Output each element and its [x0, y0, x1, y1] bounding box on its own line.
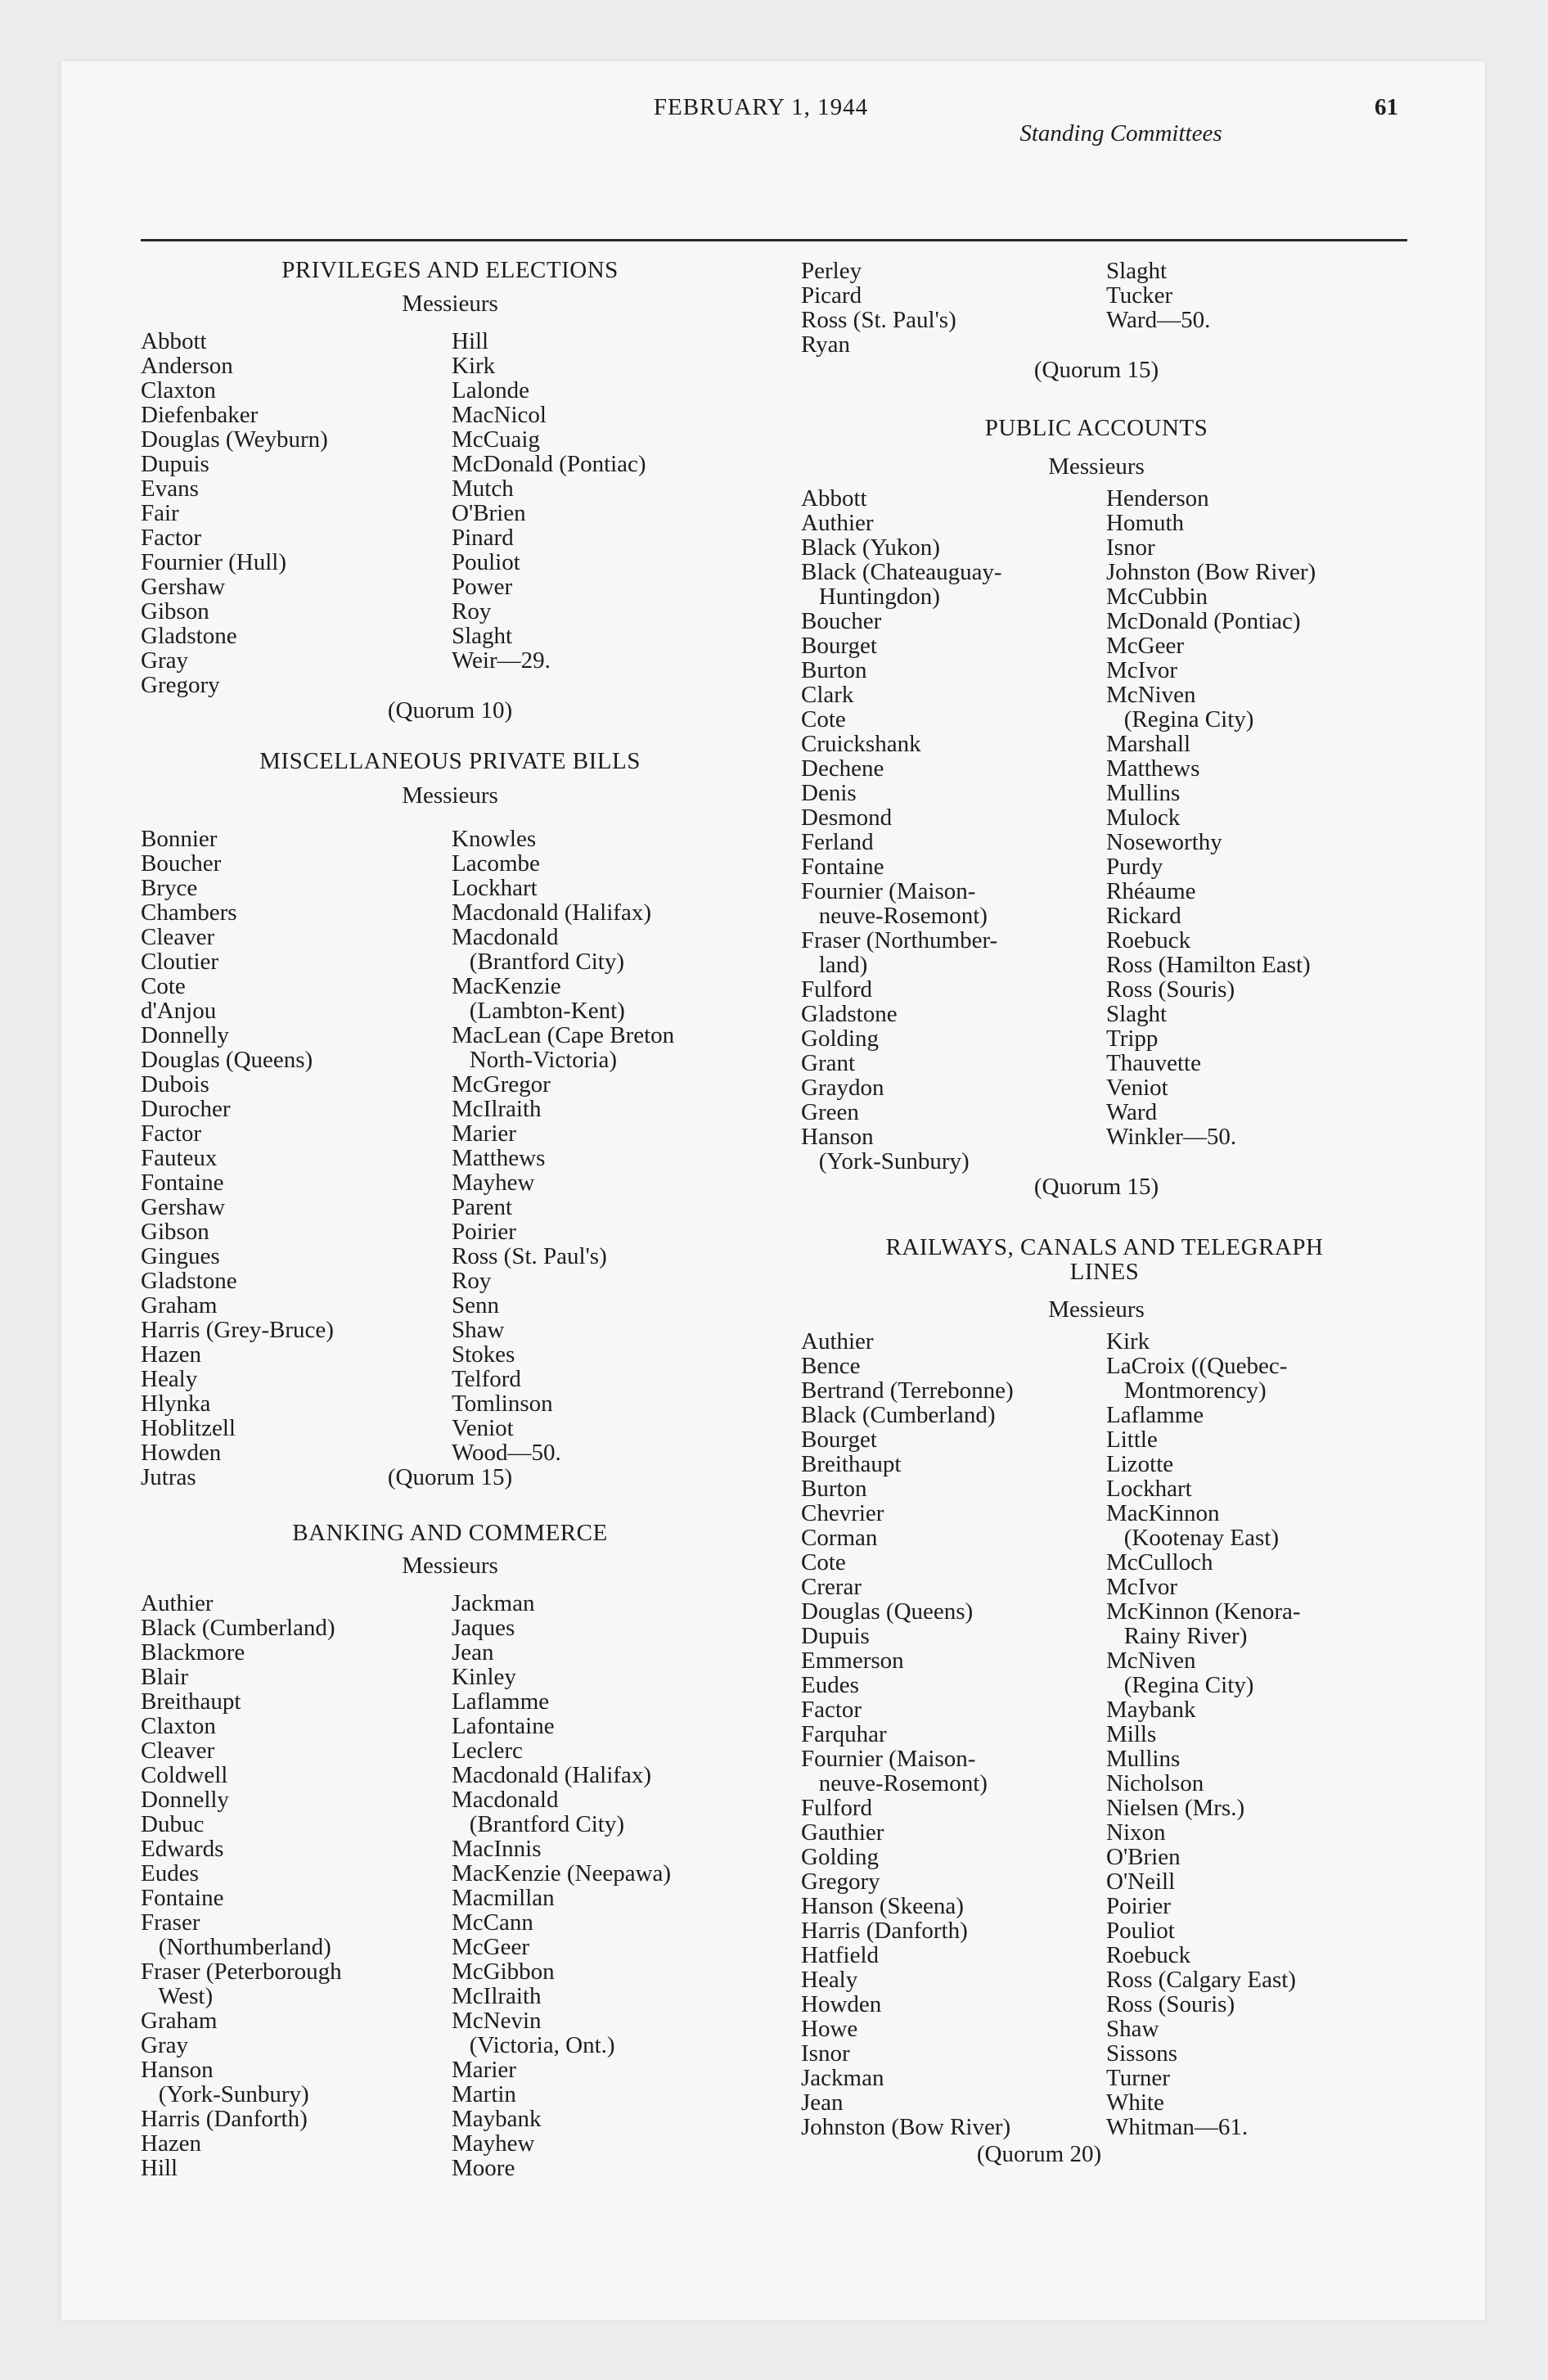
- member-name: Tripp: [1106, 1025, 1159, 1052]
- member-name: Evans: [141, 476, 199, 502]
- member-name: Macdonald: [452, 924, 559, 950]
- member-name: Howden: [801, 1991, 882, 2017]
- member-name: Ross (St. Paul's): [801, 307, 956, 333]
- member-name: (York-Sunbury): [801, 1148, 970, 1174]
- member-name: Fauteux: [141, 1145, 218, 1171]
- member-name: Clark: [801, 682, 854, 708]
- member-name: Fontaine: [141, 1885, 224, 1911]
- member-name: neuve-Rosemont): [801, 1770, 988, 1796]
- member-name: Knowles: [452, 826, 537, 852]
- member-name: Fontaine: [801, 854, 884, 880]
- member-name: Little: [1106, 1427, 1158, 1453]
- member-name: Fraser (Northumber-: [801, 927, 998, 953]
- member-name: Parent: [452, 1194, 513, 1220]
- member-name: Hoblitzell: [141, 1415, 236, 1441]
- member-name: Harris (Danforth): [801, 1918, 968, 1944]
- member-name: Slaght: [452, 623, 513, 649]
- member-name: Factor: [141, 525, 202, 551]
- member-name: Whitman—61.: [1106, 2114, 1249, 2140]
- member-name: Mullins: [1106, 1746, 1181, 1772]
- member-list: [801, 486, 1002, 1174]
- member-name: Matthews: [452, 1145, 546, 1171]
- member-name: Gray: [141, 647, 188, 674]
- member-name: Mulock: [1106, 805, 1181, 831]
- committee-title-banking: BANKING AND COMMERCE: [292, 1520, 608, 1546]
- member-name: Cloutier: [141, 949, 219, 975]
- member-name: Howe: [801, 2016, 858, 2042]
- member-name: Macdonald (Halifax): [452, 899, 651, 926]
- member-name: Marier: [452, 1120, 516, 1147]
- member-name: Kirk: [1106, 1328, 1150, 1355]
- member-name: McDonald (Pontiac): [452, 451, 646, 477]
- member-name: Healy: [801, 1967, 858, 1993]
- member-name: MacInnis: [452, 1836, 542, 1862]
- member-name: McNiven: [1106, 682, 1196, 708]
- member-name: Fournier (Hull): [141, 549, 286, 575]
- member-name: Veniot: [452, 1415, 514, 1441]
- member-name: Black (Chateauguay-: [801, 559, 1002, 585]
- member-name: Dubois: [141, 1071, 209, 1098]
- member-name: Fraser: [141, 1909, 200, 1936]
- member-name: Ross (Calgary East): [1106, 1967, 1296, 1993]
- member-name: McCulloch: [1106, 1549, 1213, 1575]
- member-name: Abbott: [141, 328, 207, 354]
- quorum-note: (Quorum 15): [1033, 1174, 1159, 1200]
- member-list: [1106, 259, 1210, 332]
- member-name: Matthews: [1106, 755, 1200, 782]
- member-list: [1106, 486, 1316, 1149]
- member-name: McCuaig: [452, 426, 540, 453]
- member-name: (Brantford City): [452, 949, 625, 975]
- member-name: Farquhar: [801, 1721, 887, 1747]
- member-name: Hill: [141, 2155, 178, 2181]
- member-name: O'Neill: [1106, 1868, 1176, 1895]
- member-name: Bourget: [801, 633, 877, 659]
- member-name: Macdonald (Halifax): [452, 1762, 651, 1788]
- member-name: Jean: [452, 1639, 494, 1666]
- member-name: Authier: [141, 1590, 214, 1616]
- member-name: d'Anjou: [141, 998, 217, 1024]
- member-name: Nixon: [1106, 1819, 1166, 1846]
- member-name: Claxton: [141, 377, 216, 403]
- member-name: Turner: [1106, 2065, 1170, 2091]
- member-name: Lockhart: [452, 875, 538, 901]
- member-name: Pouliot: [452, 549, 520, 575]
- member-name: Nielsen (Mrs.): [1106, 1795, 1245, 1821]
- member-list: [801, 259, 956, 357]
- quorum-note: (Quorum 10): [387, 697, 513, 723]
- member-name: Authier: [801, 510, 874, 536]
- member-name: Mullins: [1106, 780, 1181, 806]
- member-name: Blair: [141, 1664, 188, 1690]
- member-name: Marshall: [1106, 731, 1191, 757]
- member-list: [452, 329, 646, 673]
- member-name: Telford: [452, 1366, 521, 1392]
- member-name: Leclerc: [452, 1738, 523, 1764]
- member-name: Moore: [452, 2155, 515, 2181]
- messieurs-label: Messieurs: [402, 782, 498, 809]
- member-name: McNevin: [452, 2008, 542, 2034]
- member-name: MacKinnon: [1106, 1500, 1220, 1526]
- member-name: Ross (Hamilton East): [1106, 952, 1311, 978]
- member-name: (Lambton-Kent): [452, 998, 625, 1024]
- member-name: Rickard: [1106, 903, 1181, 929]
- member-name: Gladstone: [801, 1001, 898, 1027]
- member-name: Ferland: [801, 829, 874, 855]
- member-name: Weir—29.: [452, 647, 551, 674]
- member-name: Chevrier: [801, 1500, 884, 1526]
- committee-title-public-accounts: PUBLIC ACCOUNTS: [984, 415, 1208, 441]
- member-name: Bryce: [141, 875, 198, 901]
- member-name: Lacombe: [452, 850, 540, 877]
- member-name: Golding: [801, 1025, 880, 1052]
- member-name: Coldwell: [141, 1762, 228, 1788]
- member-name: Abbott: [801, 485, 867, 512]
- quorum-note: (Quorum 15): [387, 1464, 513, 1490]
- member-name: MacLean (Cape Breton: [452, 1022, 675, 1048]
- member-name: Ross (St. Paul's): [452, 1243, 607, 1269]
- member-name: McIlraith: [452, 1983, 542, 2009]
- member-name: Ross (Souris): [1106, 976, 1235, 1003]
- member-name: Lalonde: [452, 377, 530, 403]
- member-name: Macdonald: [452, 1787, 559, 1813]
- member-name: Johnston (Bow River): [801, 2114, 1011, 2140]
- member-name: West): [141, 1983, 214, 2009]
- member-name: Laflamme: [1106, 1402, 1204, 1428]
- page-number: 61: [1375, 94, 1398, 120]
- member-name: MacKenzie: [452, 973, 561, 999]
- member-name: Green: [801, 1099, 859, 1125]
- member-name: Factor: [801, 1697, 862, 1723]
- member-name: (York-Sunbury): [141, 2081, 309, 2107]
- member-name: Hlynka: [141, 1391, 211, 1417]
- member-name: Healy: [141, 1366, 198, 1392]
- member-name: Gershaw: [141, 1194, 226, 1220]
- member-name: Gladstone: [141, 1268, 237, 1294]
- member-name: Emmerson: [801, 1648, 904, 1674]
- member-name: Authier: [801, 1328, 874, 1355]
- member-name: (Regina City): [1106, 1672, 1254, 1698]
- member-name: Mutch: [452, 476, 514, 502]
- member-name: Dupuis: [141, 451, 209, 477]
- member-name: Donnelly: [141, 1022, 229, 1048]
- member-name: Isnor: [1106, 534, 1155, 561]
- member-name: Macmillan: [452, 1885, 555, 1911]
- member-name: McIlraith: [452, 1096, 542, 1122]
- member-name: Roy: [452, 1268, 492, 1294]
- member-name: Mills: [1106, 1721, 1157, 1747]
- member-name: Fair: [141, 500, 179, 526]
- member-name: Dechene: [801, 755, 884, 782]
- member-name: Golding: [801, 1844, 880, 1870]
- member-name: Factor: [141, 1120, 202, 1147]
- member-name: Burton: [801, 657, 867, 683]
- member-name: Eudes: [801, 1672, 859, 1698]
- member-name: Hill: [452, 328, 489, 354]
- member-name: Shaw: [1106, 2016, 1159, 2042]
- member-name: Black (Cumberland): [141, 1615, 335, 1641]
- member-name: Senn: [452, 1292, 499, 1318]
- member-name: Huntingdon): [801, 584, 940, 610]
- member-name: Gingues: [141, 1243, 220, 1269]
- member-list: [1106, 1329, 1301, 2139]
- member-name: Blackmore: [141, 1639, 245, 1666]
- member-name: Dupuis: [801, 1623, 870, 1649]
- member-name: Lafontaine: [452, 1713, 555, 1739]
- member-list: [452, 1591, 671, 2180]
- member-name: MacNicol: [452, 402, 547, 428]
- member-name: Montmorency): [1106, 1377, 1267, 1404]
- member-name: McGeer: [452, 1934, 530, 1960]
- member-list: [141, 1591, 342, 2180]
- member-name: Henderson: [1106, 485, 1209, 512]
- member-list: [452, 827, 674, 1465]
- messieurs-label: Messieurs: [1048, 1296, 1145, 1323]
- member-name: Cruickshank: [801, 731, 921, 757]
- member-list: [141, 827, 334, 1490]
- member-name: Perley: [801, 258, 862, 284]
- member-name: Sissons: [1106, 2040, 1178, 2067]
- member-name: McDonald (Pontiac): [1106, 608, 1301, 634]
- member-name: Lizotte: [1106, 1451, 1174, 1477]
- member-name: Jean: [801, 2089, 844, 2116]
- member-name: Gauthier: [801, 1819, 884, 1846]
- member-name: Slaght: [1106, 1001, 1168, 1027]
- member-name: Fulford: [801, 976, 872, 1003]
- member-name: Cleaver: [141, 1738, 215, 1764]
- member-name: Maybank: [1106, 1697, 1196, 1723]
- member-name: Hazen: [141, 1341, 202, 1368]
- member-name: Slaght: [1106, 258, 1168, 284]
- member-name: Bertrand (Terrebonne): [801, 1377, 1014, 1404]
- member-name: Gibson: [141, 1219, 209, 1245]
- member-name: Edwards: [141, 1836, 224, 1862]
- messieurs-label: Messieurs: [1048, 453, 1145, 480]
- member-name: Kirk: [452, 353, 496, 379]
- member-name: Harris (Danforth): [141, 2106, 308, 2132]
- member-name: LaCroix ((Quebec-: [1106, 1353, 1288, 1379]
- committee-title-railways: RAILWAYS, CANALS AND TELEGRAPH: [885, 1234, 1324, 1260]
- member-name: Purdy: [1106, 854, 1163, 880]
- committee-title-railways-line2: LINES: [1069, 1259, 1140, 1285]
- member-name: Breithaupt: [801, 1451, 902, 1477]
- member-name: Power: [452, 574, 513, 600]
- member-name: O'Brien: [452, 500, 526, 526]
- member-name: Fournier (Maison-: [801, 878, 976, 904]
- member-name: Homuth: [1106, 510, 1185, 536]
- member-name: McNiven: [1106, 1648, 1196, 1674]
- member-name: Tomlinson: [452, 1391, 553, 1417]
- member-name: Gray: [141, 2032, 188, 2058]
- member-name: Hanson (Skeena): [801, 1893, 964, 1919]
- member-name: Cote: [801, 706, 846, 732]
- member-name: Grant: [801, 1050, 856, 1076]
- member-name: Ward—50.: [1106, 307, 1211, 333]
- member-name: Fournier (Maison-: [801, 1746, 976, 1772]
- member-name: Cleaver: [141, 924, 215, 950]
- member-name: Graydon: [801, 1075, 884, 1101]
- member-name: Graham: [141, 2008, 218, 2034]
- member-name: Bence: [801, 1353, 861, 1379]
- member-name: Rhéaume: [1106, 878, 1196, 904]
- member-name: Diefenbaker: [141, 402, 259, 428]
- member-name: Lockhart: [1106, 1476, 1192, 1502]
- member-name: Kinley: [452, 1664, 516, 1690]
- member-name: (Northumberland): [141, 1934, 331, 1960]
- quorum-note: (Quorum 20): [976, 2141, 1102, 2167]
- member-name: Fontaine: [141, 1170, 224, 1196]
- committee-title-misc-bills: MISCELLANEOUS PRIVATE BILLS: [259, 748, 641, 774]
- member-name: MacKenzie (Neepawa): [452, 1860, 672, 1886]
- member-name: Ross (Souris): [1106, 1991, 1235, 2017]
- member-name: McGibbon: [452, 1959, 555, 1985]
- member-name: (Victoria, Ont.): [452, 2032, 615, 2058]
- member-name: (Regina City): [1106, 706, 1254, 732]
- member-name: Hanson: [801, 1124, 874, 1150]
- member-name: Bonnier: [141, 826, 218, 852]
- member-name: land): [801, 952, 868, 978]
- member-name: Boucher: [141, 850, 222, 877]
- member-name: Rainy River): [1106, 1623, 1248, 1649]
- member-name: Douglas (Queens): [801, 1598, 974, 1625]
- member-name: Fulford: [801, 1795, 872, 1821]
- member-name: Veniot: [1106, 1075, 1168, 1101]
- member-name: Stokes: [452, 1341, 515, 1368]
- member-name: North-Victoria): [452, 1047, 617, 1073]
- member-name: (Kootenay East): [1106, 1525, 1279, 1551]
- member-name: Noseworthy: [1106, 829, 1222, 855]
- member-name: Bourget: [801, 1427, 877, 1453]
- member-name: O'Brien: [1106, 1844, 1181, 1870]
- member-name: Jackman: [452, 1590, 535, 1616]
- member-name: Hatfield: [801, 1942, 880, 1968]
- member-name: Harris (Grey-Bruce): [141, 1317, 334, 1343]
- member-name: Donnelly: [141, 1787, 229, 1813]
- member-name: McIvor: [1106, 1574, 1177, 1600]
- member-name: Maybank: [452, 2106, 542, 2132]
- section-subtitle: Standing Committees: [1019, 120, 1222, 146]
- member-name: Mayhew: [452, 1170, 535, 1196]
- member-name: Anderson: [141, 353, 233, 379]
- quorum-note: (Quorum 15): [1033, 357, 1159, 383]
- member-name: Denis: [801, 780, 857, 806]
- member-name: Desmond: [801, 805, 893, 831]
- member-name: neuve-Rosemont): [801, 903, 988, 929]
- member-name: Roy: [452, 598, 492, 624]
- member-name: Gregory: [141, 672, 220, 698]
- member-name: Burton: [801, 1476, 867, 1502]
- member-name: Poirier: [1106, 1893, 1171, 1919]
- member-name: Mayhew: [452, 2130, 535, 2157]
- header-rule: [141, 239, 1407, 241]
- member-name: Martin: [452, 2081, 516, 2107]
- member-name: Pouliot: [1106, 1918, 1175, 1944]
- page-date-header: FEBRUARY 1, 1944: [653, 94, 869, 120]
- member-name: Corman: [801, 1525, 878, 1551]
- member-name: Cote: [801, 1549, 846, 1575]
- member-name: Wood—50.: [452, 1440, 561, 1466]
- member-name: Ward: [1106, 1099, 1158, 1125]
- member-name: Jutras: [141, 1464, 196, 1490]
- member-name: Shaw: [452, 1317, 505, 1343]
- member-name: Johnston (Bow River): [1106, 559, 1316, 585]
- member-name: Dubuc: [141, 1811, 205, 1837]
- member-name: Claxton: [141, 1713, 216, 1739]
- member-list: [801, 1329, 1014, 2139]
- messieurs-label: Messieurs: [402, 291, 498, 317]
- member-name: Pinard: [452, 525, 514, 551]
- member-name: Crerar: [801, 1574, 862, 1600]
- member-name: Chambers: [141, 899, 237, 926]
- member-name: McCann: [452, 1909, 533, 1936]
- member-name: Breithaupt: [141, 1688, 241, 1715]
- member-name: Jackman: [801, 2065, 884, 2091]
- member-name: McGeer: [1106, 633, 1185, 659]
- member-name: Durocher: [141, 1096, 231, 1122]
- member-name: McGregor: [452, 1071, 551, 1098]
- messieurs-label: Messieurs: [402, 1553, 498, 1579]
- member-name: Howden: [141, 1440, 222, 1466]
- member-name: Boucher: [801, 608, 882, 634]
- member-name: Hazen: [141, 2130, 202, 2157]
- member-name: Cote: [141, 973, 186, 999]
- member-name: Gregory: [801, 1868, 880, 1895]
- member-name: Roebuck: [1106, 927, 1191, 953]
- member-name: Graham: [141, 1292, 218, 1318]
- member-name: Tucker: [1106, 282, 1173, 309]
- member-name: McCubbin: [1106, 584, 1208, 610]
- member-name: Picard: [801, 282, 862, 309]
- member-name: Gibson: [141, 598, 209, 624]
- member-name: Hanson: [141, 2057, 214, 2083]
- member-name: Isnor: [801, 2040, 850, 2067]
- member-name: Douglas (Weyburn): [141, 426, 328, 453]
- member-name: Laflamme: [452, 1688, 550, 1715]
- member-name: (Brantford City): [452, 1811, 625, 1837]
- member-name: Black (Yukon): [801, 534, 940, 561]
- member-name: Thauvette: [1106, 1050, 1201, 1076]
- member-name: Winkler—50.: [1106, 1124, 1237, 1150]
- member-name: Jaques: [452, 1615, 515, 1641]
- member-name: White: [1106, 2089, 1164, 2116]
- member-name: Nicholson: [1106, 1770, 1204, 1796]
- committee-title-privileges: PRIVILEGES AND ELECTIONS: [281, 257, 619, 283]
- member-name: Fraser (Peterborough: [141, 1959, 342, 1985]
- member-name: Roebuck: [1106, 1942, 1191, 1968]
- member-name: Ryan: [801, 331, 851, 358]
- member-name: Gershaw: [141, 574, 226, 600]
- member-name: Gladstone: [141, 623, 237, 649]
- member-name: Marier: [452, 2057, 516, 2083]
- member-name: Eudes: [141, 1860, 199, 1886]
- member-list: [141, 329, 328, 697]
- member-name: Poirier: [452, 1219, 516, 1245]
- member-name: McKinnon (Kenora-: [1106, 1598, 1301, 1625]
- member-name: McIvor: [1106, 657, 1177, 683]
- member-name: Black (Cumberland): [801, 1402, 996, 1428]
- member-name: Douglas (Queens): [141, 1047, 313, 1073]
